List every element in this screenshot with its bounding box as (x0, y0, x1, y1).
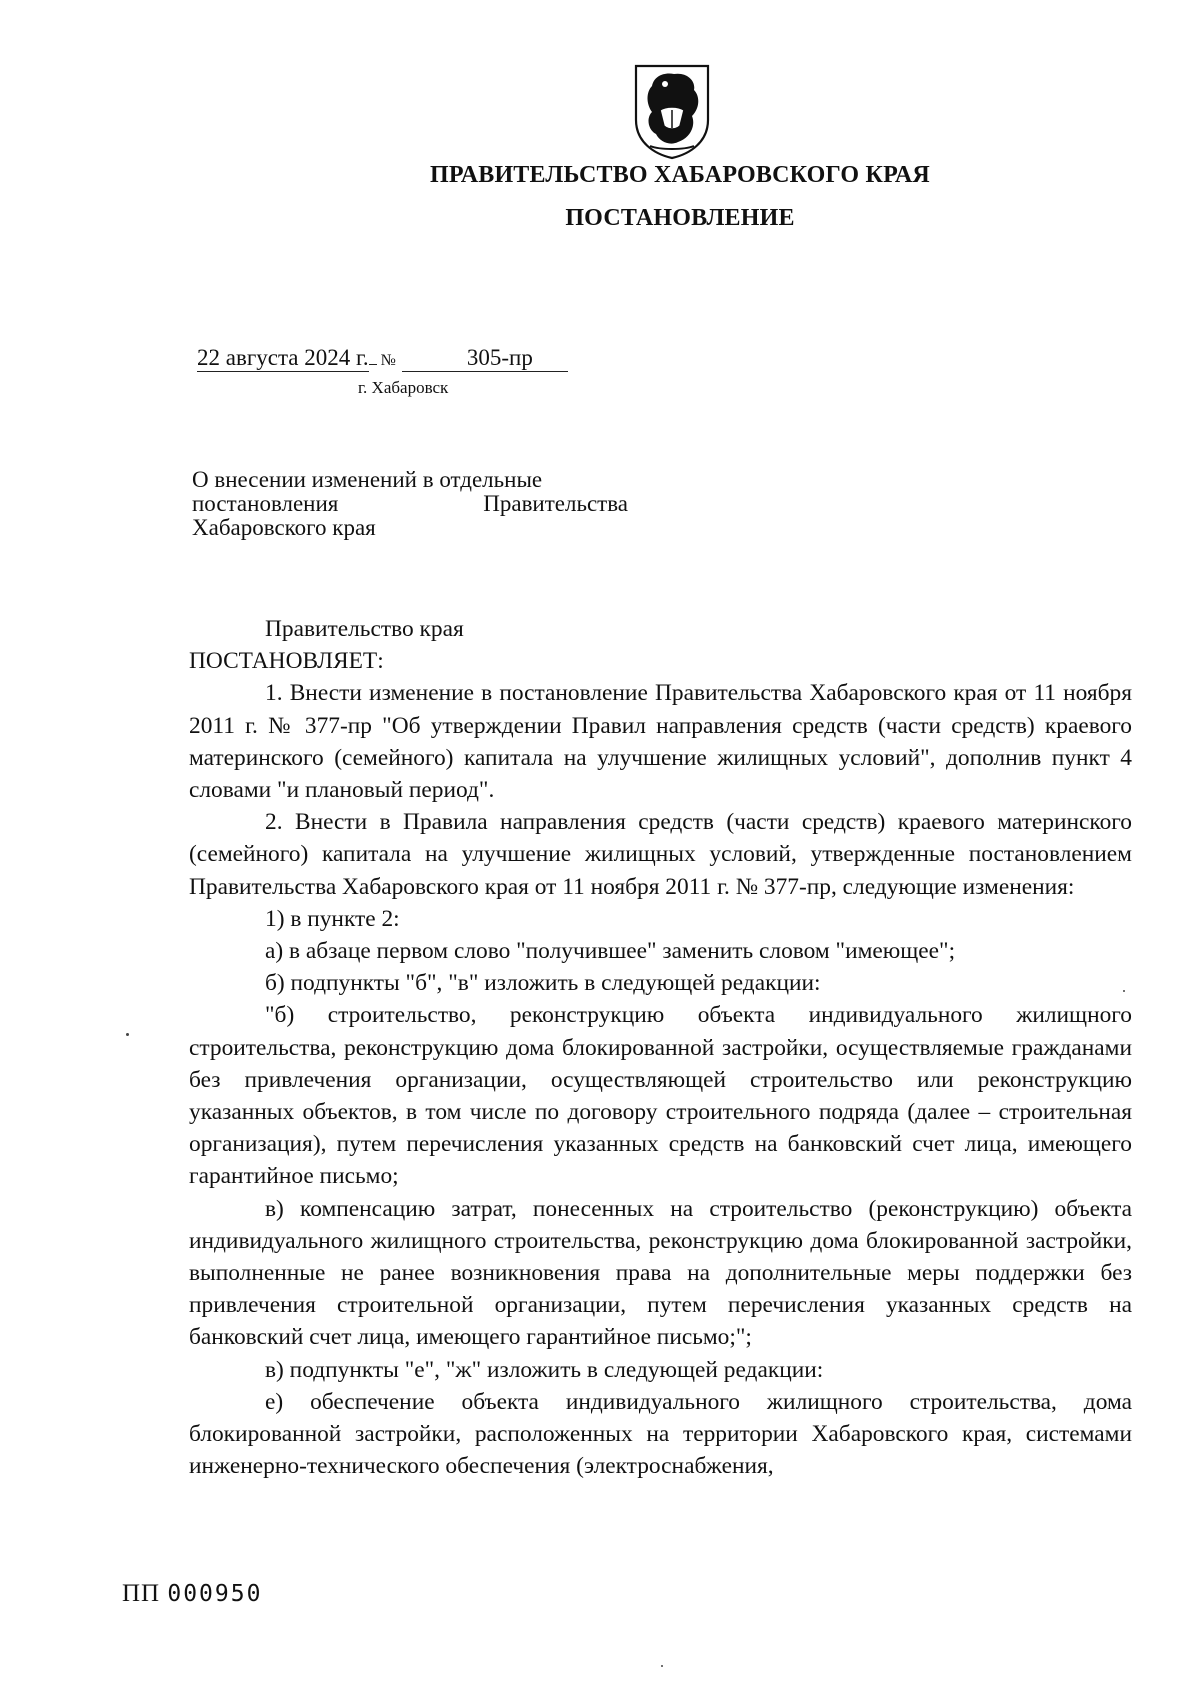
paragraph-1: 1. Внести изменение в постановление Правительства Хабаровского края от 11 ноября 2011 г. № 377-пр "Об утверждении Правил направления средств (части средств) краевого материнского (семейного) капитала на улучшение жилищных условий", дополнив пункт 4 словами "и плановый период". (189, 680, 1132, 804)
number-sign: № (380, 352, 396, 369)
document-body (189, 613, 1132, 1482)
quoted-subitem-b: "б) строительство, реконструкцию объекта индивидуального жилищного строительства, реконструкцию дома блокированной застройки, осуществляемые гражданами без привлечения организации, осуществляющей строительство или реконструкцию указанных объектов, в том числе по договору строительного подряда (далее – строительная организация), путем перечисления указанных средств на банковский счет лица, имеющего гарантийное письмо; (189, 1002, 1132, 1190)
code-prefix: ПП (122, 1580, 161, 1607)
quoted-subitem-v: в) компенсацию затрат, понесенных на строительство (реконструкцию) объекта индивидуального жилищного строительства, реконструкцию дома блокированной застройки, выполненные не ранее возникновения права на дополнительные меры поддержки без привлечения строительной организации, путем перечисления указанных средств на банковский счет лица, имеющего гарантийное письмо;"; (189, 1195, 1132, 1351)
scan-speck (661, 1665, 663, 1667)
document-number: 305-пр (402, 345, 568, 372)
code-number: 000950 (167, 1581, 263, 1607)
subject-word: постановления (192, 491, 339, 516)
coat-of-arms-emblem (630, 60, 714, 160)
paragraph-2: 2. Внести в Правила направления средств (части средств) краевого материнского (семейного) капитала на улучшение жилищных условий, утвержденные постановлением Правительства Хабаровского края от 11 ноября 2011 г. № 377-пр, следующие изменения: (189, 809, 1132, 900)
quoted-subitem-e: е) обеспечение объекта индивидуального жилищного строительства, дома блокированной застройки, расположенных на территории Хабаровского края, системами инженерно-технического обеспечения (электроснабжения, (189, 1388, 1132, 1480)
date-number-line (197, 345, 568, 372)
subject-line: О внесении изменений в отдельные (192, 467, 543, 492)
document-city: г. Хабаровск (358, 378, 449, 397)
intro-line: Правительство края (265, 616, 464, 642)
government-title: ПРАВИТЕЛЬСТВО ХАБАРОВСКОГО КРАЯ (430, 162, 930, 188)
document-type: ПОСТАНОВЛЕНИЕ (565, 205, 795, 231)
item-b: б) подпункты "б", "в" изложить в следующей редакции: (265, 970, 821, 997)
item-1: 1) в пункте 2: (265, 905, 400, 932)
document-date: 22 августа 2024 г. (197, 345, 369, 370)
subject-word: Правительства (483, 491, 628, 516)
document-code (122, 1580, 262, 1608)
item-v: в) подпункты "е", "ж" изложить в следующей редакции: (265, 1356, 824, 1383)
subject-line: Хабаровского края (192, 515, 376, 540)
item-a: а) в абзаце первом слово "получившее" заменить словом "имеющее"; (265, 938, 956, 965)
scan-speck (1123, 990, 1125, 992)
subject-line (192, 492, 628, 516)
document-subject (192, 468, 628, 540)
scan-speck (126, 1033, 129, 1036)
decree-word: ПОСТАНОВЛЯЕТ: (189, 648, 384, 675)
